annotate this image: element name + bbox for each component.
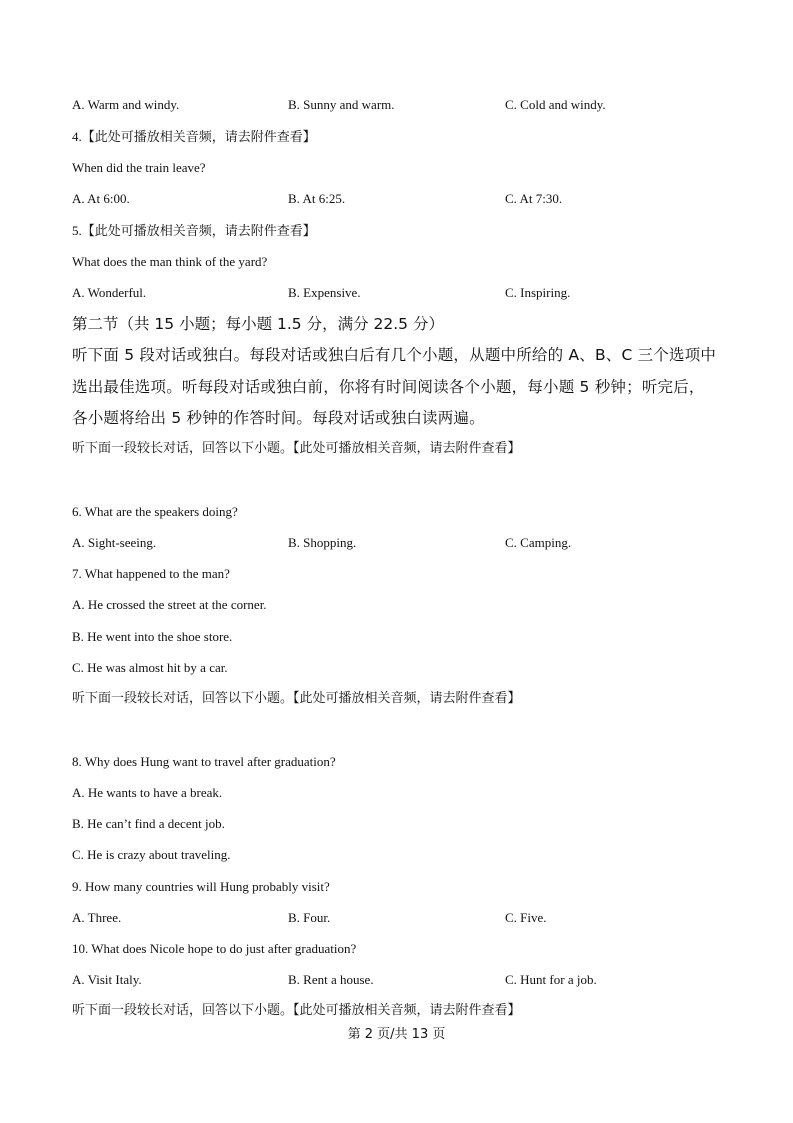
q10-question: 10. What does Nicole hope to do just after graduation? bbox=[72, 941, 357, 956]
q5-option-c: C. Inspiring. bbox=[505, 285, 571, 300]
dialogue-intro-1: 听下面一段较长对话，回答以下小题。【此处可播放相关音频，请去附件查看】 bbox=[72, 441, 521, 456]
q3-option-b: B. Sunny and warm. bbox=[288, 97, 395, 112]
q5-heading bbox=[72, 223, 316, 240]
dialogue-intro-2: 听下面一段较长对话，回答以下小题。【此处可播放相关音频，请去附件查看】 bbox=[72, 691, 521, 706]
q10-option-c: C. Hunt for a job. bbox=[505, 972, 597, 987]
q4-option-a: A. At 6:00. bbox=[72, 191, 130, 206]
q3-option-c: C. Cold and windy. bbox=[505, 97, 606, 112]
q4-option-c: C. At 7:30. bbox=[505, 191, 563, 206]
q4-heading bbox=[72, 129, 316, 146]
q6-question: 6. What are the speakers doing? bbox=[72, 504, 238, 519]
q10-option-a: A. Visit Italy. bbox=[72, 972, 142, 987]
q8-option-c: C. He is crazy about traveling. bbox=[72, 847, 231, 862]
section-2-title: 第二节（共 15 小题；每小题 1.5 分，满分 22.5 分） bbox=[72, 315, 444, 333]
q4-number: 4. bbox=[72, 129, 82, 144]
q5-option-a: A. Wonderful. bbox=[72, 285, 147, 300]
q8-option-b: B. He can’t find a decent job. bbox=[72, 816, 225, 831]
q4-option-b: B. At 6:25. bbox=[288, 191, 346, 206]
q3-option-a: A. Warm and windy. bbox=[72, 97, 180, 112]
q4-audio-note: 【此处可播放相关音频，请去附件查看】 bbox=[81, 130, 316, 145]
q7-option-a: A. He crossed the street at the corner. bbox=[72, 597, 267, 612]
q4-question: When did the train leave? bbox=[72, 160, 206, 175]
q5-number: 5. bbox=[72, 223, 82, 238]
q6-option-c: C. Camping. bbox=[505, 535, 572, 550]
q7-option-b: B. He went into the shoe store. bbox=[72, 629, 233, 644]
q8-question: 8. Why does Hung want to travel after graduation? bbox=[72, 754, 336, 769]
q5-question: What does the man think of the yard? bbox=[72, 254, 268, 269]
q6-option-a: A. Sight-seeing. bbox=[72, 535, 157, 550]
q9-option-b: B. Four. bbox=[288, 910, 331, 925]
q5-option-b: B. Expensive. bbox=[288, 285, 361, 300]
section-2-instructions-line-3: 各小题将给出 5 秒钟的作答时间。每段对话或独白读两遍。 bbox=[72, 409, 485, 427]
q6-option-b: B. Shopping. bbox=[288, 535, 357, 550]
section-2-instructions-line-2: 选出最佳选项。听每段对话或独白前，你将有时间阅读各个小题，每小题 5 秒钟；听完后， bbox=[72, 378, 705, 396]
page-footer: 第 2 页/共 13 页 bbox=[347, 1027, 446, 1042]
q10-option-b: B. Rent a house. bbox=[288, 972, 374, 987]
q8-option-a: A. He wants to have a break. bbox=[72, 785, 223, 800]
q9-question: 9. How many countries will Hung probably visit? bbox=[72, 879, 330, 894]
dialogue-intro-3: 听下面一段较长对话，回答以下小题。【此处可播放相关音频，请去附件查看】 bbox=[72, 1003, 521, 1018]
q9-option-c: C. Five. bbox=[505, 910, 547, 925]
section-2-instructions-line-1: 听下面 5 段对话或独白。每段对话或独白后有几个小题，从题中所给的 A、B、C 三个选项中 bbox=[72, 346, 717, 364]
q7-question: 7. What happened to the man? bbox=[72, 566, 230, 581]
q5-audio-note: 【此处可播放相关音频，请去附件查看】 bbox=[81, 224, 316, 239]
q9-option-a: A. Three. bbox=[72, 910, 122, 925]
q7-option-c: C. He was almost hit by a car. bbox=[72, 660, 228, 675]
